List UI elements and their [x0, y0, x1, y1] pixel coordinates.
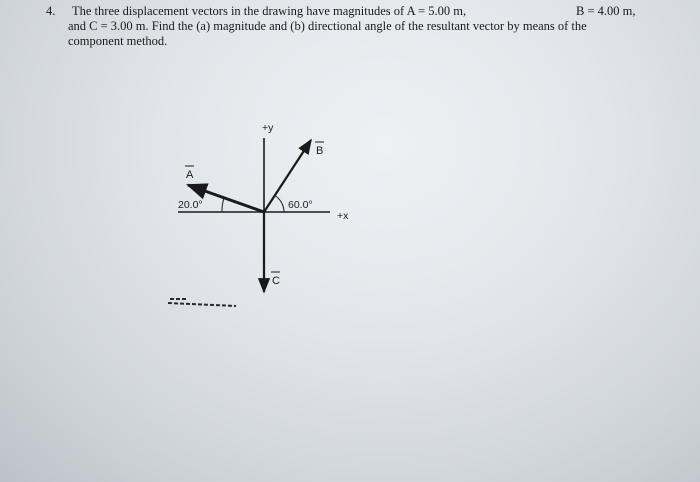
vector-a-label: A	[186, 169, 194, 181]
angle-a-label: 20.0°	[178, 199, 203, 211]
problem-text-line-2: and C = 3.00 m. Find the (a) magnitude and (b) directional angle of the resultant vector by means of the	[68, 19, 587, 33]
angle-a-arc	[222, 198, 224, 212]
y-axis-label: +y	[262, 122, 274, 134]
x-axis-label: +x	[337, 210, 349, 222]
problem-text-line-1-b: B = 4.00 m,	[576, 4, 636, 18]
problem-number: 4.	[46, 4, 56, 18]
vector-c-label: C	[272, 275, 280, 287]
handwritten-mark	[168, 299, 236, 306]
angle-b-label: 60.0°	[288, 199, 313, 211]
vector-b-label: B	[316, 145, 324, 157]
problem-text-line-3: component method.	[68, 34, 168, 48]
angle-b-arc	[274, 195, 284, 212]
problem-text-line-1: The three displacement vectors in the drawing have magnitudes of A = 5.00 m,	[72, 4, 467, 18]
